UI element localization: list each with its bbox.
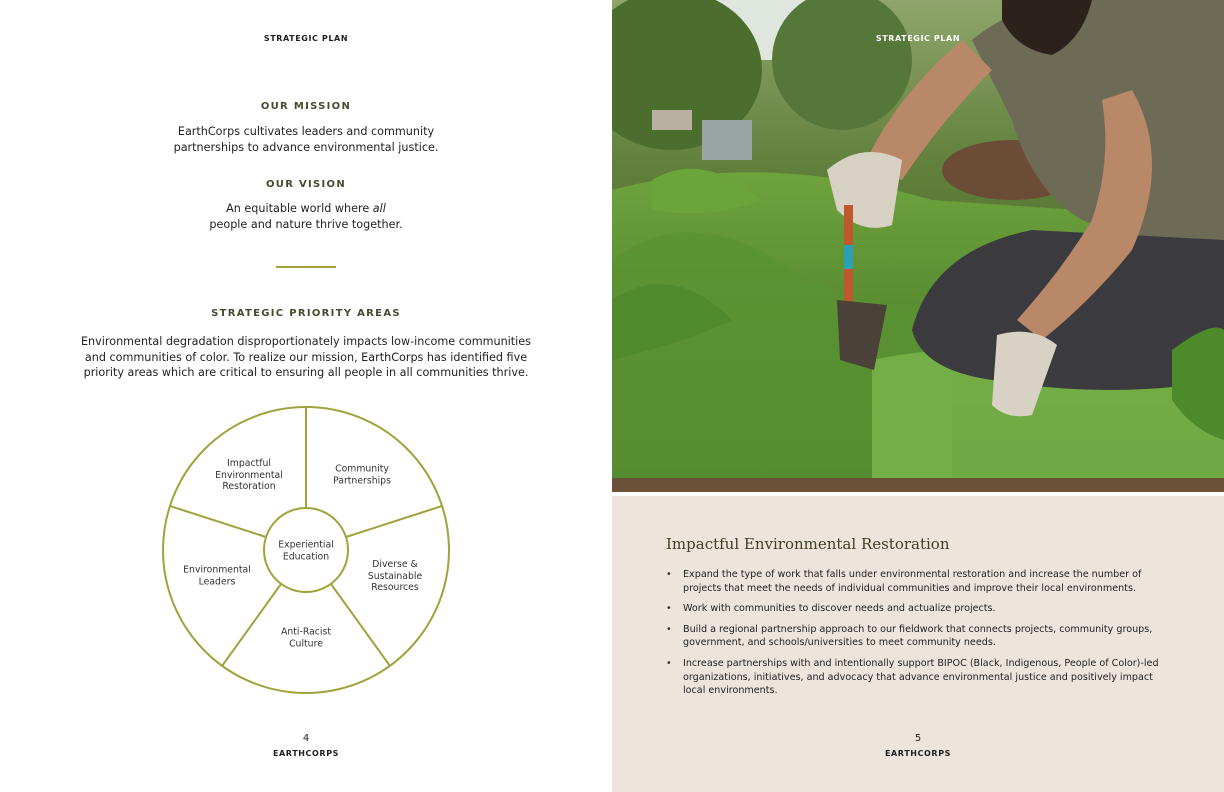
priority-wheel <box>160 405 452 695</box>
wheel-spoke <box>346 506 442 537</box>
mission-heading: OUR MISSION <box>260 101 352 112</box>
mission-line: EarthCorps cultivates leaders and community <box>177 125 435 138</box>
mission-line: partnerships to advance environmental justice. <box>173 140 439 154</box>
vision-heading: OUR VISION <box>265 179 347 190</box>
page-number: 5 <box>914 733 922 744</box>
priority-heading: STRATEGIC PRIORITY AREAS <box>211 308 401 319</box>
restoration-bullets <box>666 568 1176 705</box>
wheel-center-label: Experiential Education <box>278 539 334 562</box>
list-item: • Work with communities to discover needs and actualize projects. <box>666 602 1176 616</box>
list-item: • Expand the type of work that falls under environmental restoration and increase the number of projects that meet the needs of individual communities and improve their local environments. <box>666 568 1176 595</box>
vision-prefix: An equitable world where <box>226 202 373 215</box>
panel-title: Impactful Environmental Restoration <box>666 535 950 553</box>
wheel-segment-resources: Diverse & Sustainable Resources <box>367 558 423 593</box>
wheel-spoke <box>222 584 281 666</box>
wheel-segment-restoration: Impactful Environmental Restoration <box>215 457 283 492</box>
fieldwork-photo <box>612 0 1224 492</box>
list-item: • Build a regional partnership approach to our fieldwork that connects projects, community groups, government, and schools/universities to meet community needs. <box>666 623 1176 650</box>
wheel-segment-culture: Anti-Racist Culture <box>281 626 331 649</box>
section-divider <box>276 266 336 268</box>
wheel-segment-leaders: Environmental Leaders <box>183 564 251 587</box>
wheel-segment-partnerships: Community Partnerships <box>333 463 391 486</box>
vision-line: people and nature thrive together. <box>209 217 403 231</box>
right-page <box>612 0 1224 792</box>
page-number: 4 <box>302 733 310 744</box>
vision-emphasis: all <box>372 202 386 215</box>
running-head: STRATEGIC PLAN <box>263 34 349 43</box>
vision-statement <box>0 201 612 232</box>
wheel-spoke <box>331 584 390 666</box>
restoration-panel <box>612 496 1224 792</box>
running-head: STRATEGIC PLAN <box>875 34 961 43</box>
priority-intro <box>0 334 612 381</box>
photo-illustration <box>612 0 1224 492</box>
mission-statement <box>0 124 612 155</box>
wheel-spoke <box>170 506 266 537</box>
footer-brand: EARTHCORPS <box>272 749 340 758</box>
list-item: • Increase partnerships with and intentionally support BIPOC (Black, Indigenous, People of Color)-led organizations, initiatives, and advocacy that advance environmental justice and positively impact local environments. <box>666 657 1176 698</box>
vision-line <box>0 201 612 217</box>
footer-brand: EARTHCORPS <box>884 749 952 758</box>
priority-line: and communities of color. To realize our mission, EarthCorps has identified five <box>84 350 528 364</box>
priority-line: Environmental degradation disproportionately impacts low-income communities <box>80 335 531 348</box>
priority-line: priority areas which are critical to ensuring all people in all communities thrive. <box>83 366 529 379</box>
